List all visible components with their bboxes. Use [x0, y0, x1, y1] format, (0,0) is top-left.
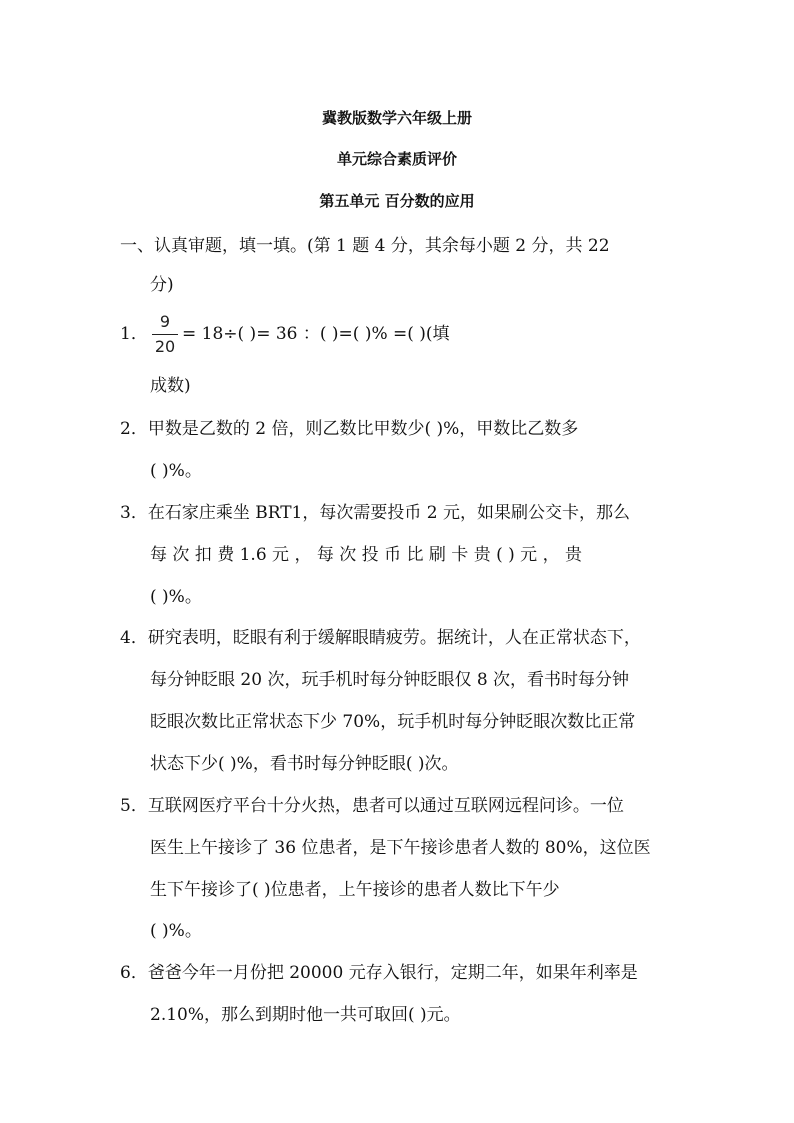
unit-title: 第五单元 百分数的应用 — [319, 192, 475, 210]
question-2-continued: ( )%。 — [150, 461, 202, 481]
question-5-line-2: 医生上午接诊了 36 位患者，是下午接诊患者人数的 80%，这位医 — [150, 838, 651, 858]
fraction-numerator: 9 — [159, 312, 171, 331]
section-heading-continued: 分) — [150, 275, 174, 295]
question-4-line-2: 每分钟眨眼 20 次，玩手机时每分钟眨眼仅 8 次，看书时每分钟 — [150, 670, 630, 690]
question-1-number: 1． — [120, 324, 148, 344]
question-4: 4．研究表明，眨眼有利于缓解眼睛疲劳。据统计，人在正常状态下， — [120, 628, 641, 648]
question-2: 2．甲数是乙数的 2 倍，则乙数比甲数少( )%，甲数比乙数多 — [120, 419, 579, 439]
question-4-line-3: 眨眼次数比正常状态下少 70%，玩手机时每分钟眨眼次数比正常 — [150, 712, 636, 732]
question-4-line-4: 状态下少( )%，看书时每分钟眨眼( )次。 — [150, 754, 459, 774]
question-3-line-3: ( )%。 — [150, 587, 202, 607]
document-title: 冀教版数学六年级上册 — [321, 109, 472, 127]
section-heading: 一、认真审题，填一填。(第 1 题 4 分，其余每小题 2 分，共 22 — [120, 236, 610, 256]
question-5: 5．互联网医疗平台十分火热，患者可以通过互联网远程问诊。一位 — [120, 796, 624, 816]
question-3: 3．在石家庄乘坐 BRT1，每次需要投币 2 元，如果刷公交卡，那么 — [120, 503, 630, 523]
fraction-bar — [152, 334, 178, 335]
question-6: 6．爸爸今年一月份把 20000 元存入银行，定期二年，如果年利率是 — [120, 963, 638, 983]
document-subtitle: 单元综合素质评价 — [336, 150, 457, 168]
question-1-continued: 成数) — [150, 376, 191, 396]
question-1-equation: = 18÷( )= 36 ：( )=( )% =( )(填 — [182, 324, 450, 344]
fraction-denominator: 20 — [154, 337, 176, 356]
question-5-line-4: ( )%。 — [150, 921, 202, 941]
question-3-line-2: 每 次 扣 费 1.6 元 ， 每 次 投 币 比 刷 卡 贵 ( ) 元 ， 贵 — [150, 545, 582, 565]
question-6-continued: 2.10%，那么到期时他一共可取回( )元。 — [150, 1005, 461, 1025]
question-5-line-3: 生下午接诊了( )位患者，上午接诊的患者人数比下午少 — [150, 880, 560, 900]
fraction — [152, 312, 178, 357]
